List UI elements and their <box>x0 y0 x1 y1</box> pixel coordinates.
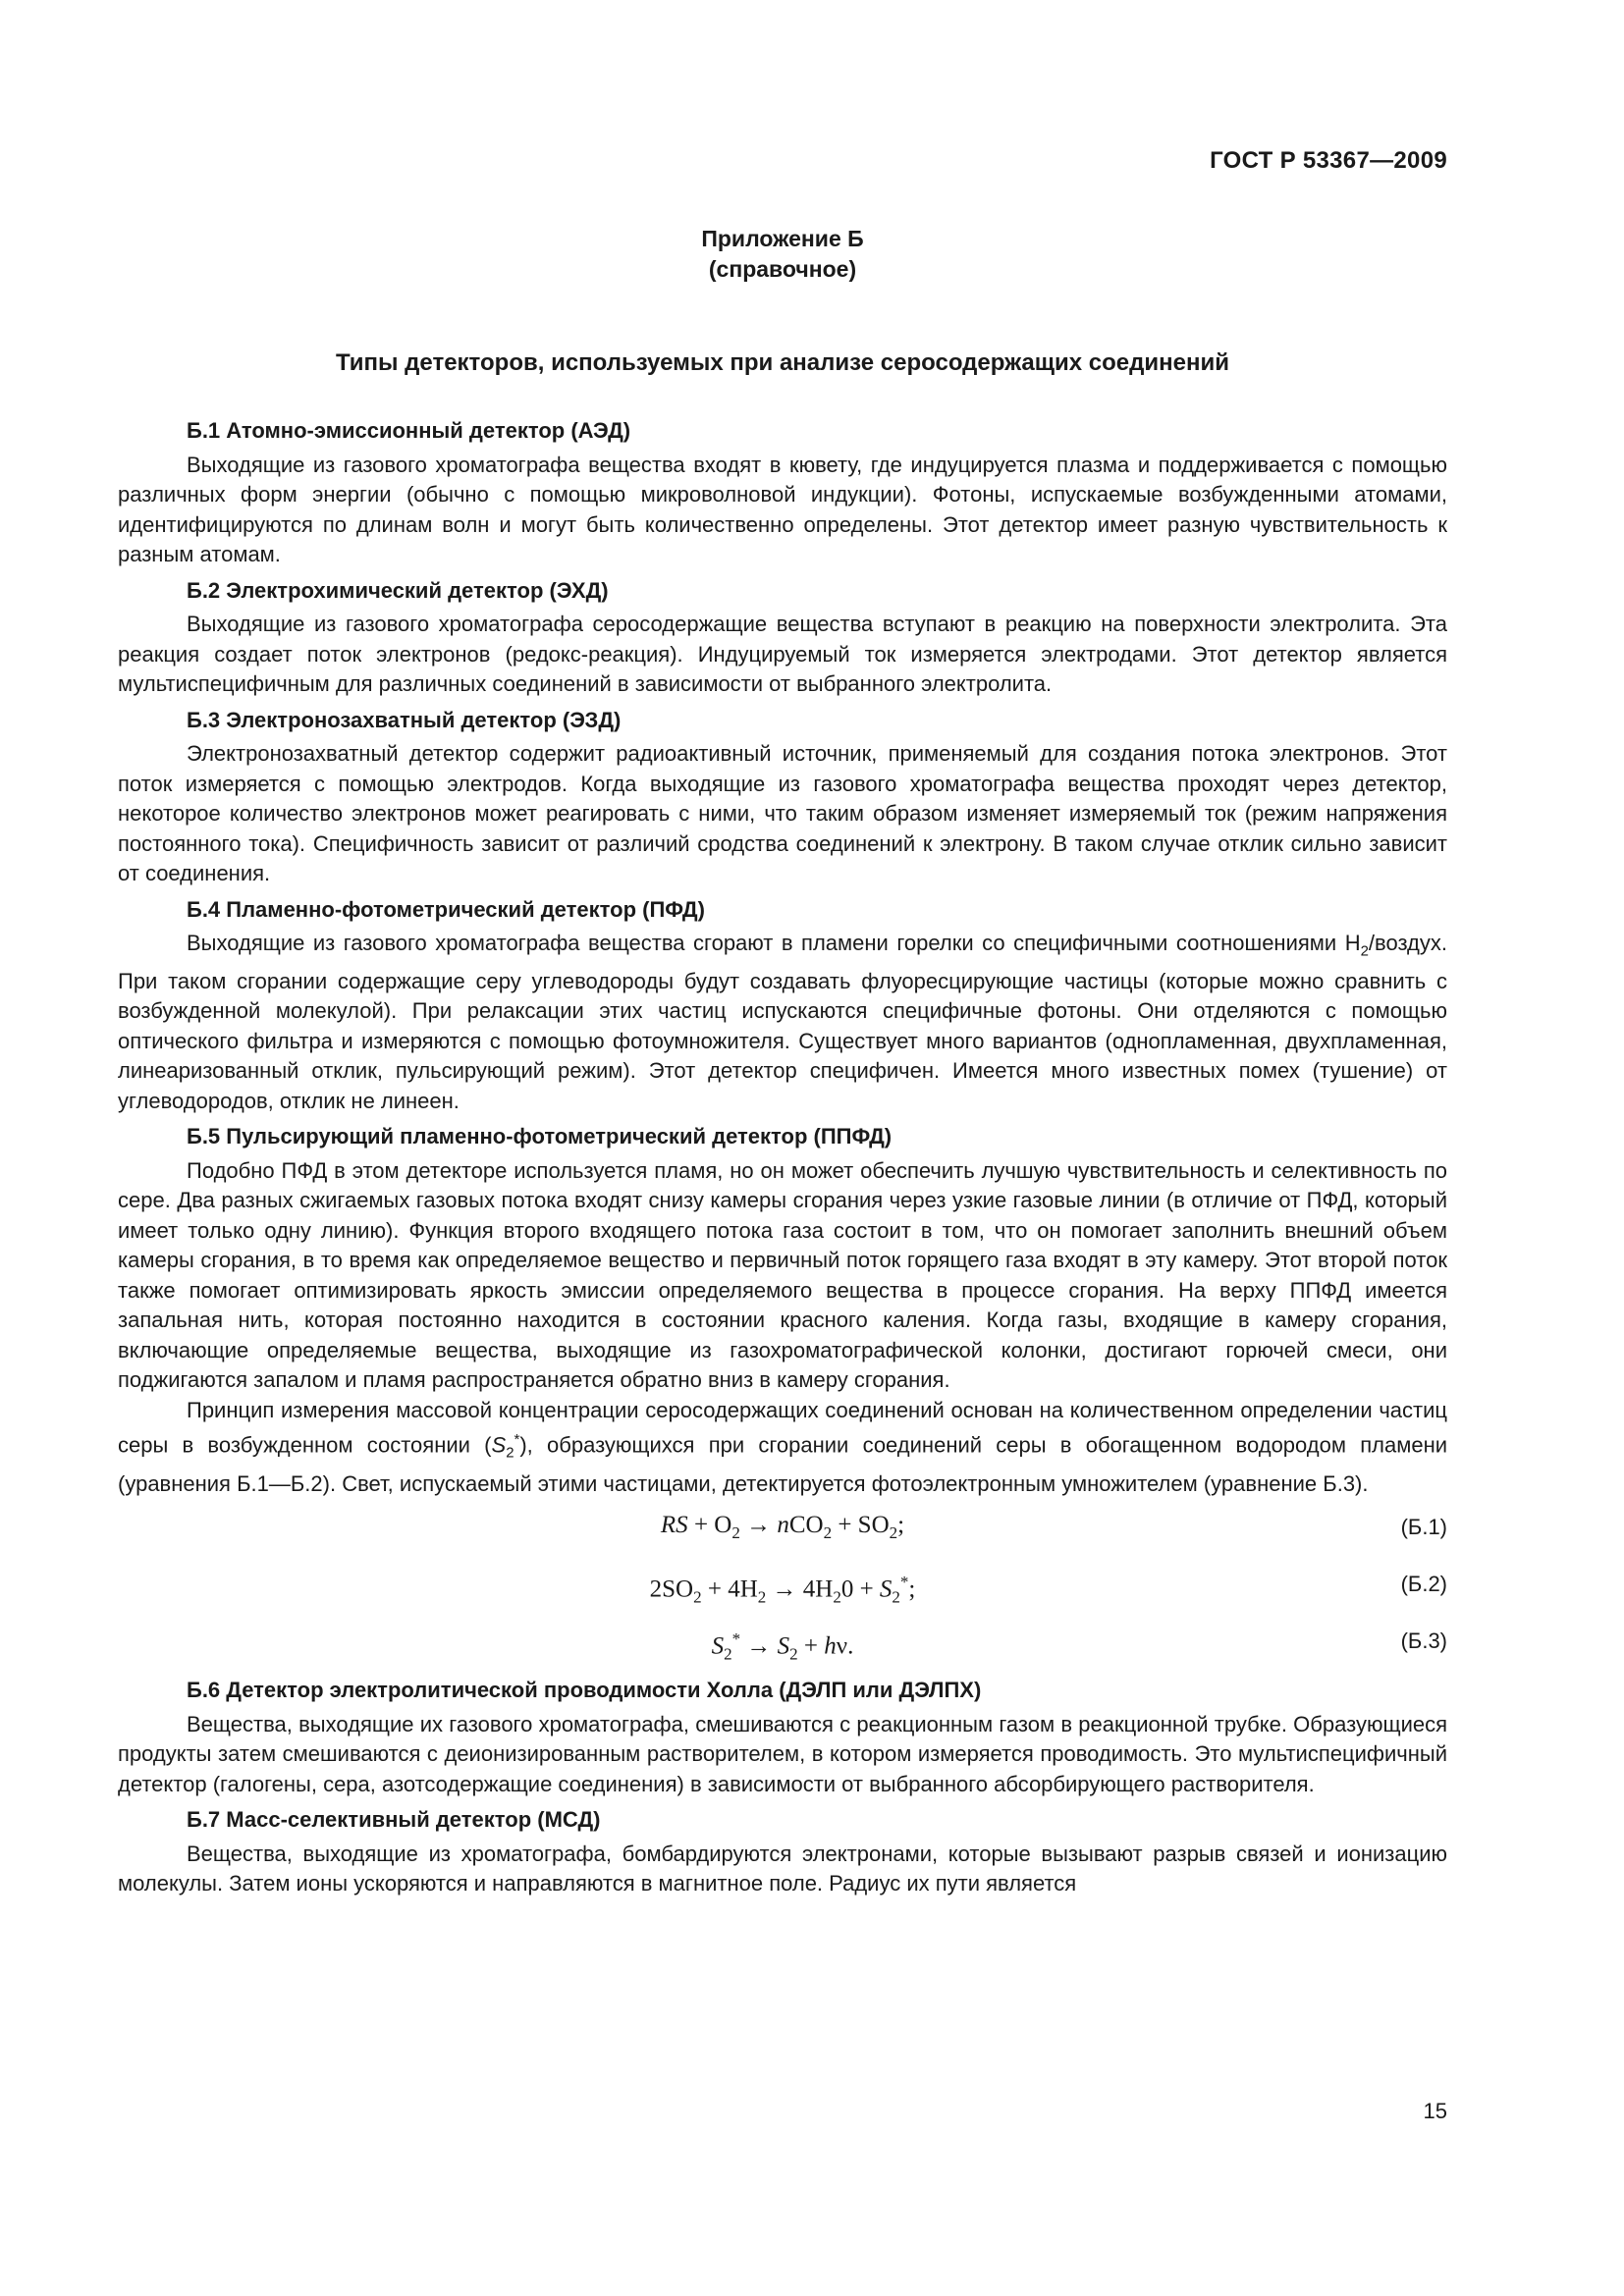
eq-term: 0 + <box>840 1575 880 1603</box>
equation-number: (Б.1) <box>1400 1515 1447 1540</box>
equation-formula <box>118 1568 1447 1613</box>
document-page <box>118 0 1447 2296</box>
eq-arrow: → <box>740 1632 778 1660</box>
eq-term: 2SO <box>649 1575 694 1603</box>
section-paragraph-b4 <box>118 929 1447 1116</box>
eq-subscript: 2 <box>724 1644 732 1664</box>
eq-arrow: → <box>739 1512 778 1539</box>
section-paragraph-b5-2 <box>118 1396 1447 1499</box>
section-heading-b2: Б.2 Электрохимический детектор (ЭХД) <box>187 577 609 603</box>
eq-term: + SO <box>832 1512 890 1539</box>
eq-term: CO <box>788 1512 824 1539</box>
page-number: 15 <box>1423 2099 1447 2123</box>
eq-term: ; <box>908 1575 916 1603</box>
eq-superscript: * <box>899 1573 909 1592</box>
section-paragraph-b2: Выходящие из газового хроматографа серосодержащие вещества вступают в реакцию на поверхности электролита. Эта реакция создает поток электронов (редокс-реакция). Индуцируемый ток измеряется электродами. Этот детектор является мультиспецифичным для различных соединений в зависимости от выбранного электролита. <box>118 612 1447 696</box>
eq-subscript: 2 <box>693 1587 702 1607</box>
document-code: ГОСТ Р 53367—2009 <box>1210 147 1447 174</box>
appendix-type: (справочное) <box>708 256 857 282</box>
eq-term: RS <box>660 1512 688 1539</box>
appendix-title: Типы детекторов, используемых при анализе серосодержащих соединений <box>336 349 1229 376</box>
eq-subscript: 2 <box>823 1523 833 1543</box>
equation-b2 <box>118 1556 1447 1613</box>
section-paragraph-b6: Вещества, выходящие их газового хроматографа, смешиваются с реакционным газом в реакционной трубке. Образующиеся продукты затем смешиваются с деионизированным растворителем, в котором измеряется проводимость. Это мультиспецифичный детектор (галогены, сера, азотсодержащие соединения) в зависимости от выбранного абсорбирующего растворителя. <box>118 1711 1447 1796</box>
section-heading-b5: Б.5 Пульсирующий пламенно-фотометрический детектор (ППФД) <box>187 1124 893 1149</box>
section-heading-b3: Б.3 Электронозахватный детектор (ЭЗД) <box>187 707 622 732</box>
paragraph-text: ), образующихся при сгорании соединений серы в обогащенном водородом пламени (уравнения Б.1—Б.2). Свет, испускаемый этими частицами, детектируется фотоэлектронным умножителем (уравнение Б.3). <box>118 1432 1448 1496</box>
eq-subscript: 2 <box>892 1587 900 1607</box>
section-heading-b4: Б.4 Пламенно-фотометрический детектор (ПФД) <box>187 896 705 922</box>
equation-formula <box>118 1511 1447 1549</box>
section-paragraph-b7: Вещества, выходящие из хроматографа, бомбардируются электронами, которые вызывают разрыв связей и ионизацию молекулы. Затем ионы ускоряются и направляются в магнитное поле. Радиус их пути является <box>118 1841 1447 1896</box>
eq-subscript: 2 <box>889 1523 898 1543</box>
section-heading-b7: Б.7 Масс-селективный детектор (МСД) <box>187 1807 601 1833</box>
eq-superscript: * <box>731 1629 741 1649</box>
equation-number: (Б.3) <box>1400 1629 1447 1654</box>
eq-subscript: 2 <box>789 1644 798 1664</box>
appendix-heading <box>118 224 1447 285</box>
eq-term: + O <box>687 1512 732 1539</box>
eq-subscript: 2 <box>731 1523 740 1543</box>
appendix-label: Приложение Б <box>701 226 864 251</box>
eq-subscript: 2 <box>833 1587 841 1607</box>
section-heading-b1: Б.1 Атомно-эмиссионный детектор (АЭД) <box>187 418 631 443</box>
eq-term: n <box>777 1512 789 1539</box>
subscript: 2 <box>506 1445 514 1463</box>
section-paragraph-b5-1: Подобно ПФД в этом детекторе используется пламя, но он может обеспечить лучшую чувствительность и селективность по сере. Два разных сжигаемых газовых потока входят снизу камеры сгорания через узкие газовые линии (в отличие от ПФД, который имеет только одну линию). Функция второго входящего потока газа состоит в том, что он помогает заполнить внешний объем камеры сгорания, в то время как определяемое вещество и первичный поток горящего газа входят в эту камеру. Этот второй поток также помогает оптимизировать яркость эмиссии определяемого вещества в процессе сгорания. На верху ППФД имеется запальная нить, которая постоянно находится в состоянии красного каления. Когда газы, входящие в камеру сгорания, включающие определяемые вещества, выходящие из газохроматографической колонки, достигают горючей смеси, они поджигаются запалом и пламя распространяется обратно вниз в камеру сгорания. <box>118 1157 1447 1393</box>
eq-term: h <box>824 1632 837 1660</box>
section-paragraph-b3: Электронозахватный детектор содержит радиоактивный источник, применяемый для создания потока электронов. Этот поток измеряется с помощью электродов. Когда выходящие из газового хроматографа вещества проходят через детектор, некоторое количество электронов может реагировать с ними, что таким образом изменяет измеряемый ток (режим напряжения постоянного тока). Специфичность зависит от различий сродства соединений к электрону. В таком случае отклик сильно зависит от соединения. <box>118 741 1447 885</box>
section-paragraph-b1: Выходящие из газового хроматографа вещества входят в кювету, где индуцируется плазма и поддерживается с помощью различных форм энергии (обычно с помощью микроволновой индукции). Фотоны, испускаемые возбужденными атомами, идентифицируются по длинам волн и могут быть количественно определены. Этот детектор имеет разную чувствительность к разным атомам. <box>118 452 1447 566</box>
eq-term: S <box>879 1575 893 1603</box>
paragraph-text: Выходящие из газового хроматографа вещества сгорают в пламени горелки со специфичными соотношениями H <box>187 931 1361 955</box>
equation-b3 <box>118 1613 1447 1670</box>
eq-arrow: → 4H <box>766 1575 834 1603</box>
paragraph-text: /воздух. При таком сгорании содержащие серу углеводороды будут создавать флуоресцирующие частицы (которые можно сравнить с возбужденной молекулой). При релаксации этих частиц испускаются специфичные фотоны. Они отделяются с помощью оптического фильтра и измеряются с помощью фотоумножителя. Существует много вариантов (однопламенная, двухпламенная, линеаризованный отклик, пульсирующий режим). Этот детектор специфичен. Имеется много известных помех (тушение) от углеводородов, отклик не линеен. <box>118 931 1447 1113</box>
eq-term: + 4H <box>701 1575 758 1603</box>
eq-term: ν. <box>836 1632 854 1660</box>
eq-term: + <box>797 1632 825 1660</box>
eq-subscript: 2 <box>757 1587 767 1607</box>
symbol-s: S <box>491 1432 507 1458</box>
section-heading-b6: Б.6 Детектор электролитической проводимости Холла (ДЭЛП или ДЭЛПХ) <box>187 1678 982 1703</box>
eq-term: S <box>711 1632 725 1660</box>
equation-number: (Б.2) <box>1400 1572 1447 1597</box>
document-body <box>118 410 1447 1899</box>
paragraph-text: Принцип измерения массовой концентрации серосодержащих соединений основан на количественном определении частиц серы в возбужденном состоянии ( <box>118 1397 1447 1458</box>
superscript: * <box>514 1431 520 1449</box>
equation-b1 <box>118 1499 1447 1556</box>
equation-formula <box>118 1625 1447 1670</box>
eq-term: S <box>777 1632 790 1660</box>
eq-term: ; <box>897 1512 905 1539</box>
subscript: 2 <box>1360 942 1369 960</box>
